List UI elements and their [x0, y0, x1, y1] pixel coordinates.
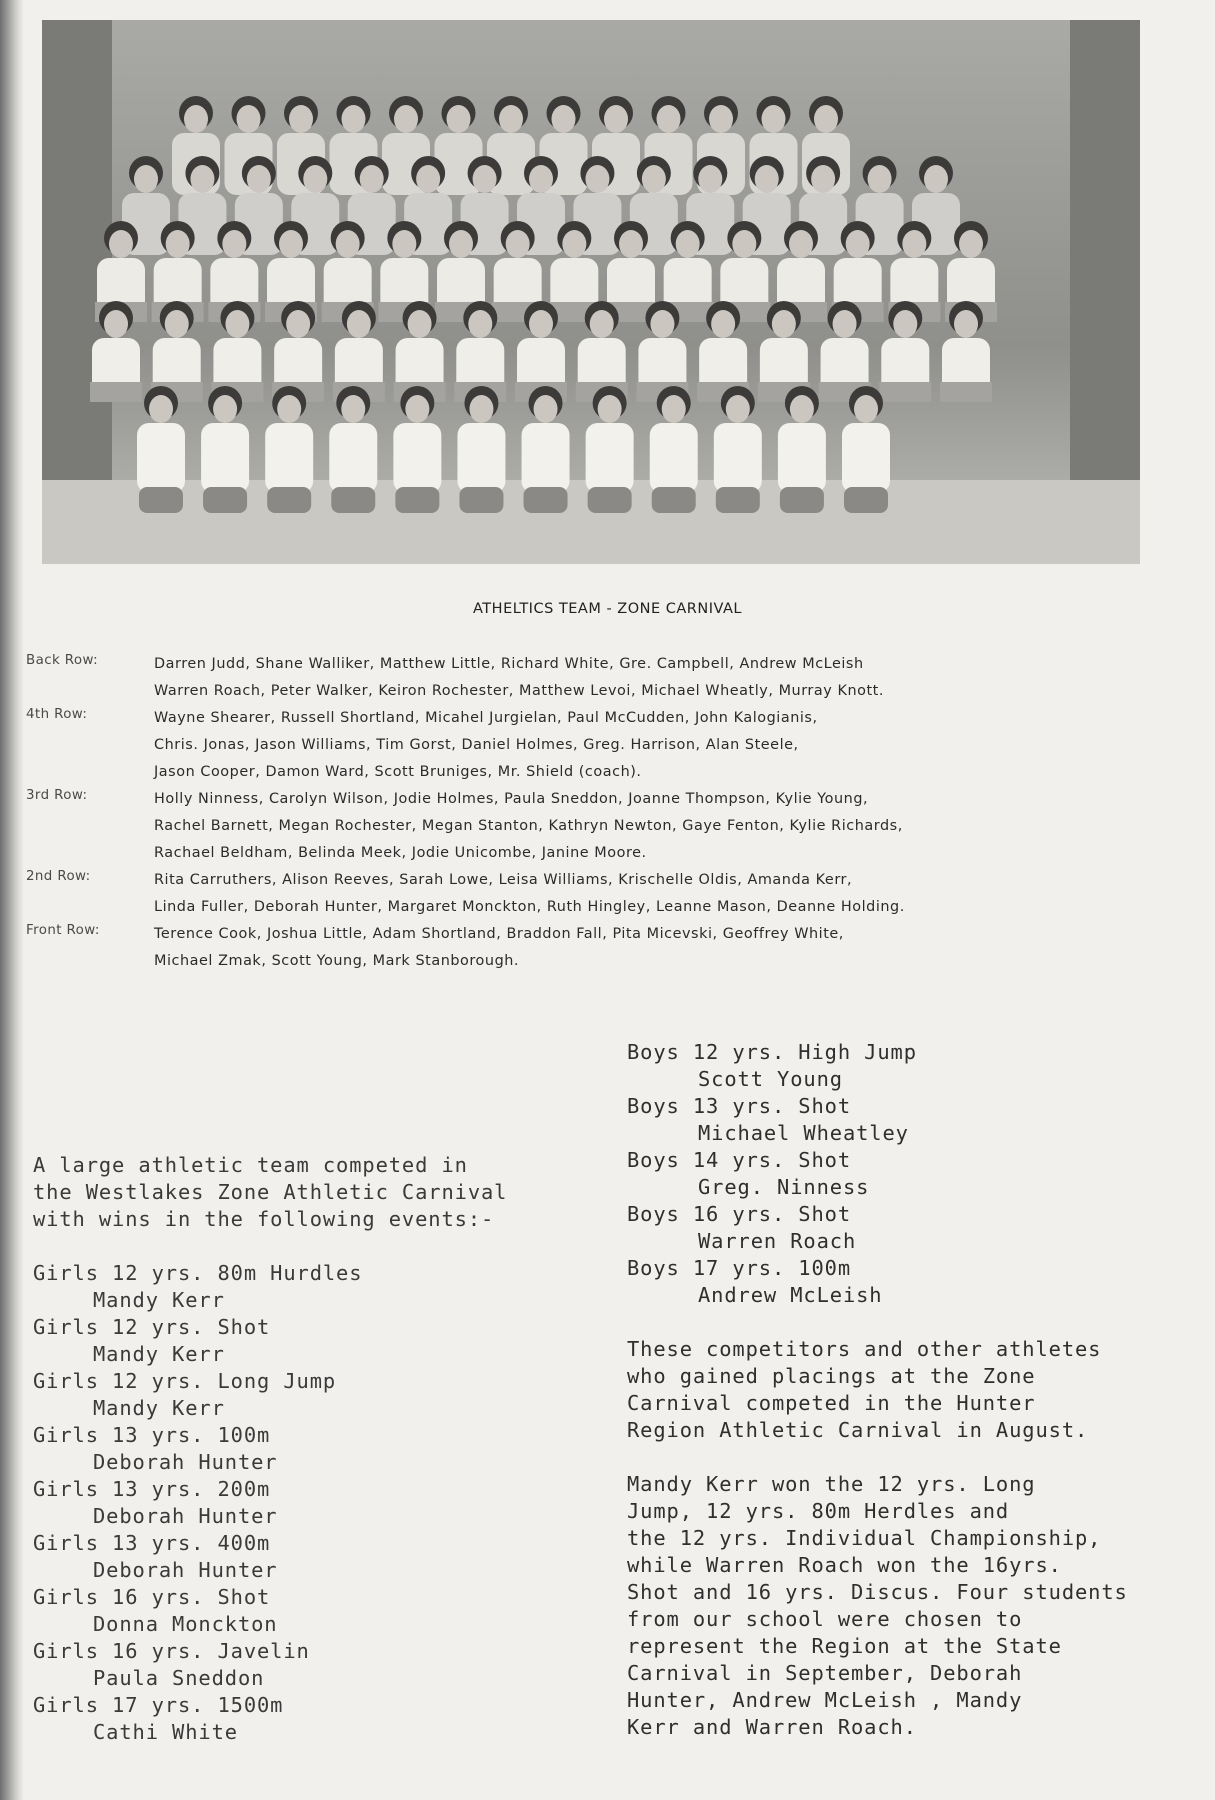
- person-face: [833, 310, 857, 338]
- intro-line: the Westlakes Zone Athletic Carnival: [33, 1180, 508, 1204]
- person-face: [499, 105, 523, 133]
- person-face: [190, 165, 214, 193]
- person-face: [562, 230, 586, 258]
- person-face: [529, 310, 553, 338]
- intro-line: with wins in the following events:-: [33, 1207, 495, 1231]
- event-line: Boys 16 yrs. Shot: [627, 1202, 851, 1226]
- winner-line: Deborah Hunter: [93, 1558, 278, 1582]
- page-binding-shadow: [0, 0, 24, 1800]
- person-face: [289, 105, 313, 133]
- roster-line: Rita Carruthers, Alison Reeves, Sarah Lowe, Leisa Williams, Krischelle Oldis, Amanda Kerr,: [154, 872, 853, 888]
- person: [714, 386, 762, 513]
- person-face: [552, 105, 576, 133]
- person: [393, 386, 441, 513]
- person-face: [392, 230, 416, 258]
- person-face: [619, 230, 643, 258]
- spacer: [627, 1444, 1187, 1471]
- person-body: [650, 423, 698, 493]
- roster-3rd-row: [26, 786, 1186, 867]
- person-face: [360, 165, 384, 193]
- paragraph-line: Carnival in September, Deborah: [627, 1661, 1023, 1685]
- team-roster: [26, 651, 1186, 975]
- person-skirt: [90, 382, 142, 402]
- roster-line: Michael Zmak, Scott Young, Mark Stanborough.: [154, 953, 520, 969]
- person-body: [265, 423, 313, 493]
- winner-line: Cathi White: [93, 1720, 238, 1744]
- person-face: [598, 395, 622, 423]
- event-line: Boys 14 yrs. Shot: [627, 1148, 851, 1172]
- person-face: [341, 395, 365, 423]
- person: [265, 386, 313, 513]
- winner-line: Andrew McLeish: [698, 1283, 883, 1307]
- paragraph-line: These competitors and other athletes: [627, 1337, 1102, 1361]
- person-legs: [844, 487, 888, 513]
- winner-line: Deborah Hunter: [93, 1504, 278, 1528]
- person-face: [902, 230, 926, 258]
- person-face: [342, 105, 366, 133]
- row-label: 2nd Row:: [26, 869, 91, 884]
- person-legs: [139, 487, 183, 513]
- person-legs: [331, 487, 375, 513]
- person-face: [732, 230, 756, 258]
- roster-front-row: [26, 921, 1186, 975]
- person-body: [137, 423, 185, 493]
- person: [842, 386, 890, 513]
- roster-line: Darren Judd, Shane Walliker, Matthew Little, Richard White, Gre. Campbell, Andrew McLeish: [154, 656, 864, 672]
- person-legs: [395, 487, 439, 513]
- person-face: [104, 310, 128, 338]
- person-body: [329, 423, 377, 493]
- person-face: [468, 310, 492, 338]
- person-face: [814, 105, 838, 133]
- event-line: Boys 12 yrs. High Jump: [627, 1040, 917, 1064]
- person-face: [529, 165, 553, 193]
- person-face: [811, 165, 835, 193]
- winner-line: Scott Young: [698, 1067, 843, 1091]
- person-face: [846, 230, 870, 258]
- paragraph-line: from our school were chosen to: [627, 1607, 1023, 1631]
- person-face: [405, 395, 429, 423]
- paragraph-line: Hunter, Andrew McLeish , Mandy: [627, 1688, 1023, 1712]
- person-skirt: [940, 382, 992, 402]
- person-body: [393, 423, 441, 493]
- person-face: [893, 310, 917, 338]
- event-line: Boys 13 yrs. Shot: [627, 1094, 851, 1118]
- row-label: Front Row:: [26, 923, 100, 938]
- team-photo: [42, 20, 1140, 564]
- person-legs: [780, 487, 824, 513]
- person-face: [347, 310, 371, 338]
- person-face: [726, 395, 750, 423]
- person-face: [222, 230, 246, 258]
- person-face: [959, 230, 983, 258]
- person-face: [394, 105, 418, 133]
- person-face: [416, 165, 440, 193]
- winner-line: Donna Monckton: [93, 1612, 278, 1636]
- roster-line: Rachel Barnett, Megan Rochester, Megan Stanton, Kathryn Newton, Gaye Fenton, Kylie Richards,: [154, 818, 903, 834]
- person-face: [408, 310, 432, 338]
- person-body: [842, 423, 890, 493]
- person-body: [714, 423, 762, 493]
- person-face: [225, 310, 249, 338]
- person-face: [642, 165, 666, 193]
- roster-back-row: [26, 651, 1186, 705]
- event-line: Girls 12 yrs. Shot: [33, 1315, 271, 1339]
- winner-line: Mandy Kerr: [93, 1288, 225, 1312]
- person-legs: [459, 487, 503, 513]
- person: [522, 386, 570, 513]
- paragraph-line: Kerr and Warren Roach.: [627, 1715, 917, 1739]
- person-face: [277, 395, 301, 423]
- person: [650, 386, 698, 513]
- person-face: [762, 105, 786, 133]
- paragraph-line: Carnival competed in the Hunter: [627, 1391, 1036, 1415]
- person-face: [166, 230, 190, 258]
- paragraph-line: Mandy Kerr won the 12 yrs. Long: [627, 1472, 1036, 1496]
- winner-line: Mandy Kerr: [93, 1396, 225, 1420]
- roster-line: Wayne Shearer, Russell Shortland, Micahel Jurgielan, Paul McCudden, John Kalogianis,: [154, 710, 818, 726]
- person-face: [534, 395, 558, 423]
- winner-line: Warren Roach: [698, 1229, 857, 1253]
- roster-line: Chris. Jonas, Jason Williams, Tim Gorst, Daniel Holmes, Greg. Harrison, Alan Steele,: [154, 737, 799, 753]
- person-face: [711, 310, 735, 338]
- person-legs: [716, 487, 760, 513]
- event-line: Boys 17 yrs. 100m: [627, 1256, 851, 1280]
- person-face: [585, 165, 609, 193]
- photo-caption: ATHELTICS TEAM - ZONE CARNIVAL: [473, 601, 742, 617]
- winner-line: Mandy Kerr: [93, 1342, 225, 1366]
- event-line: Girls 13 yrs. 100m: [33, 1423, 271, 1447]
- person-face: [184, 105, 208, 133]
- person-face: [924, 165, 948, 193]
- event-line: Girls 13 yrs. 400m: [33, 1531, 271, 1555]
- person-legs: [203, 487, 247, 513]
- row-label: 3rd Row:: [26, 788, 88, 803]
- person: [586, 386, 634, 513]
- paragraph-line: while Warren Roach won the 16yrs.: [627, 1553, 1062, 1577]
- person-face: [709, 105, 733, 133]
- person-face: [954, 310, 978, 338]
- person-face: [286, 310, 310, 338]
- person-face: [447, 105, 471, 133]
- paragraph-line: Region Athletic Carnival in August.: [627, 1418, 1089, 1442]
- person-face: [134, 165, 158, 193]
- event-line: Girls 16 yrs. Javelin: [33, 1639, 310, 1663]
- person-face: [336, 230, 360, 258]
- person-body: [778, 423, 826, 493]
- person-face: [237, 105, 261, 133]
- roster-line: Terence Cook, Joshua Little, Adam Shortland, Braddon Fall, Pita Micevski, Geoffrey White,: [154, 926, 844, 942]
- person-skirt: [879, 382, 931, 402]
- person-face: [109, 230, 133, 258]
- roster-line: Holly Ninness, Carolyn Wilson, Jodie Holmes, Paula Sneddon, Joanne Thompson, Kylie Young,: [154, 791, 869, 807]
- paragraph-line: the 12 yrs. Individual Championship,: [627, 1526, 1102, 1550]
- person-face: [854, 395, 878, 423]
- person-face: [662, 395, 686, 423]
- roster-4th-row: [26, 705, 1186, 786]
- event-line: Girls 17 yrs. 1500m: [33, 1693, 284, 1717]
- intro-line: A large athletic team competed in: [33, 1153, 468, 1177]
- spacer: [627, 1309, 1187, 1336]
- person-face: [868, 165, 892, 193]
- winner-line: Michael Wheatley: [698, 1121, 909, 1145]
- winner-line: Paula Sneddon: [93, 1666, 265, 1690]
- roster-line: Rachael Beldham, Belinda Meek, Jodie Unicombe, Janine Moore.: [154, 845, 647, 861]
- person-face: [772, 310, 796, 338]
- person-legs: [652, 487, 696, 513]
- team-photo-image: [42, 20, 1140, 564]
- winner-line: Deborah Hunter: [93, 1450, 278, 1474]
- row-label: Back Row:: [26, 653, 98, 668]
- roster-line: Warren Roach, Peter Walker, Keiron Rochester, Matthew Levoi, Michael Wheatly, Murray Knott.: [154, 683, 884, 699]
- person: [137, 386, 185, 513]
- row-label: 4th Row:: [26, 707, 88, 722]
- person-face: [789, 230, 813, 258]
- person-body: [522, 423, 570, 493]
- event-line: Girls 12 yrs. Long Jump: [33, 1369, 337, 1393]
- person-face: [279, 230, 303, 258]
- person-legs: [588, 487, 632, 513]
- person: [201, 386, 249, 513]
- roster-2nd-row: [26, 867, 1186, 921]
- person-body: [457, 423, 505, 493]
- person-face: [213, 395, 237, 423]
- person-legs: [267, 487, 311, 513]
- person-face: [449, 230, 473, 258]
- person-face: [247, 165, 271, 193]
- event-line: Girls 12 yrs. 80m Hurdles: [33, 1261, 363, 1285]
- paragraph-line: Shot and 16 yrs. Discus. Four students: [627, 1580, 1128, 1604]
- paragraph-line: Jump, 12 yrs. 80m Herdles and: [627, 1499, 1010, 1523]
- roster-line: Jason Cooper, Damon Ward, Scott Bruniges, Mr. Shield (coach).: [154, 764, 642, 780]
- person-face: [303, 165, 327, 193]
- paragraph-line: represent the Region at the State: [627, 1634, 1062, 1658]
- paragraph-line: who gained placings at the Zone: [627, 1364, 1036, 1388]
- person: [329, 386, 377, 513]
- person-face: [473, 165, 497, 193]
- person-body: [201, 423, 249, 493]
- person-body: [586, 423, 634, 493]
- spacer: [33, 1233, 553, 1260]
- person-face: [698, 165, 722, 193]
- person-face: [590, 310, 614, 338]
- person-face: [676, 230, 700, 258]
- person-face: [650, 310, 674, 338]
- person-face: [149, 395, 173, 423]
- person-legs: [524, 487, 568, 513]
- person-face: [755, 165, 779, 193]
- right-column: [627, 1039, 1187, 1741]
- person: [457, 386, 505, 513]
- person: [778, 386, 826, 513]
- person-face: [506, 230, 530, 258]
- event-line: Girls 13 yrs. 200m: [33, 1477, 271, 1501]
- person-face: [790, 395, 814, 423]
- person-face: [165, 310, 189, 338]
- left-column: [33, 1152, 553, 1746]
- person-face: [604, 105, 628, 133]
- person-face: [469, 395, 493, 423]
- winner-line: Greg. Ninness: [698, 1175, 870, 1199]
- person-face: [657, 105, 681, 133]
- roster-line: Linda Fuller, Deborah Hunter, Margaret Monckton, Ruth Hingley, Leanne Mason, Deanne Holding.: [154, 899, 905, 915]
- event-line: Girls 16 yrs. Shot: [33, 1585, 271, 1609]
